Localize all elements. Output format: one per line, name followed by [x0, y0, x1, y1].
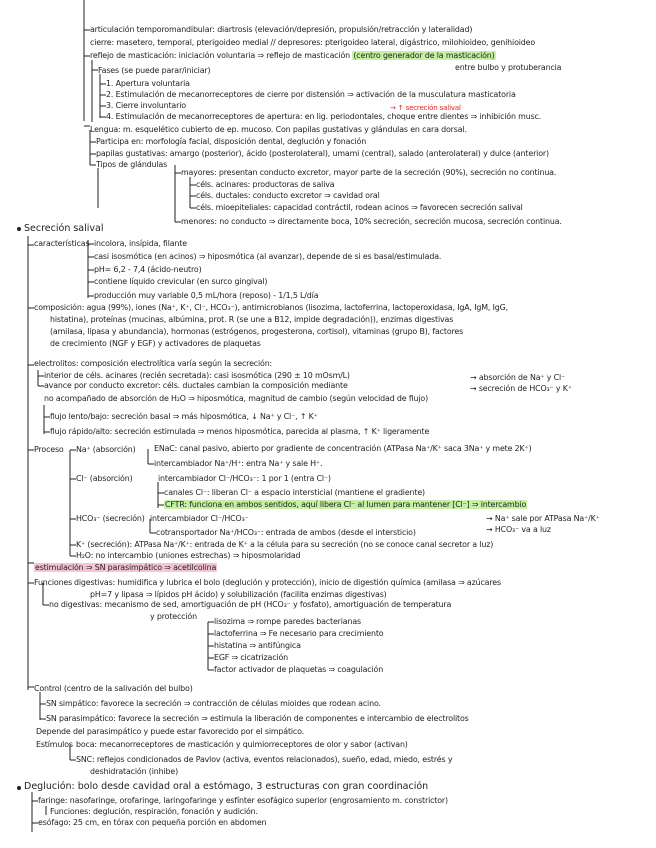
note-line: factor activador de plaquetas ⇒ coagulación	[214, 665, 384, 674]
section-title: Secreción salival	[24, 223, 104, 234]
note-line: SN simpático: favorece la secreción ⇒ contracción de células mioides que rodean acino.	[46, 699, 381, 708]
note-line: céls. ductales: conducto excretor ⇒ cavidad oral	[196, 191, 380, 200]
note-line: Cl⁻ (absorción)	[76, 474, 133, 483]
note-line: SNC: reflejos condicionados de Pavlov (activa, eventos relacionados), sueño, edad, miedo, estrés y	[76, 755, 453, 764]
note-line: contiene líquido crevicular (en surco gingival)	[94, 277, 268, 286]
note-line: 1. Apertura voluntaria	[106, 79, 190, 88]
note-line: cierre: masetero, temporal, pterigoideo medial // depresores: pterigoideo lateral, digástrico, milohioideo, genihioideo	[90, 38, 536, 47]
masticacion-reflex: reflejo de masticación: iniciación voluntaria ⇒ reflejo de masticación	[90, 51, 351, 60]
estimulacion-highlight: estimulación ⇒ SN parasimpático ⇒ acetilcolina	[35, 563, 217, 572]
note-line: Participa en: morfología facial, disposición dental, deglución y fonación	[96, 137, 367, 146]
note-line: entre bulbo y protuberancia	[455, 63, 562, 72]
note-line: céls. mioepiteliales: capacidad contráctil, rodean acinos ⇒ favorecen secreción salival	[196, 203, 523, 212]
note-line: incolora, insípida, filante	[94, 239, 187, 248]
note-line: Proceso	[34, 445, 64, 454]
note-line: pH= 6,2 - 7,4 (ácido-neutro)	[94, 265, 202, 274]
note-line: 4. Estimulación de mecanorreceptores de apertura: en lig. periodontales, choque entre dientes ⇒ inhibición musc.	[106, 112, 542, 121]
note-line: → Na⁺ sale por ATPasa Na⁺/K⁺	[486, 514, 600, 523]
note-line: casi isosmótica (en acinos) ⇒ hiposmótica (al avanzar), depende de si es basal/estimulada.	[94, 252, 442, 261]
note-line: histatina), proteínas (mucinas, albúmina, prot. R (se une a B12, impide degradación)), enzimas digestivas	[50, 315, 454, 324]
note-line: pH=7 y lipasa ⇒ lípidos pH ácido) y solubilización (facilita enzimas digestivas)	[90, 590, 387, 599]
note-line: EGF ⇒ cicatrización	[214, 653, 288, 662]
note-line: composición: agua (99%), iones (Na⁺, K⁺, Cl⁻, HCO₃⁻), antimicrobianos (lisozima, lactoferrina, lactoperoxidasa, IgA, IgM, IgG,	[34, 303, 508, 312]
note-line: intercambiador Cl⁻/HCO₃⁻: 1 por 1 (entra Cl⁻)	[158, 474, 331, 483]
bullet-dot	[17, 786, 21, 790]
note-line	[90, 51, 496, 61]
note-line: Fases (se puede parar/iniciar)	[98, 66, 211, 75]
note-line: → absorción de Na⁺ y Cl⁻	[470, 373, 566, 382]
note-line: K⁺ (secreción): ATPasa Na⁺/K⁺: entrada de K⁺ a la célula para su secreción (no se conoce canal secretor a luz)	[76, 540, 494, 549]
note-line: céls. acinares: productoras de saliva	[196, 180, 335, 189]
note-line: ENaC: canal pasivo, abierto por gradiente de concentración (ATPasa Na⁺/K⁺ saca 3Na⁺ y mete 2K⁺)	[154, 444, 532, 453]
note-line: cotransportador Na⁺/HCO₃⁻: entrada de ambos (desde el intersticio)	[156, 528, 416, 537]
note-line: flujo rápido/alto: secreción estimulada ⇒ menos hiposmótica, parecida al plasma, ↑ K⁺ ligeramente	[50, 427, 430, 436]
note-line: interior de céls. acinares (recién secretada): casi isosmótica (290 ± 10 mOsm/L)	[44, 371, 350, 380]
note-line: articulación temporomandibular: diartrosis (elevación/depresión, propulsión/retracción y lateralidad)	[90, 25, 473, 34]
cftr-highlight: CFTR: funciona en ambos sentidos, aquí libera Cl⁻ al lumen para mantener [Cl⁻] ⇒ intercambio	[165, 500, 527, 509]
note-line: 2. Estimulación de mecanorreceptores de cierre por distensión ⇒ activación de la musculatura masticatoria	[106, 90, 516, 99]
note-line: SN parasimpático: favorece la secreción ⇒ estimula la liberación de componentes e intercambio de electrolitos	[46, 714, 469, 723]
note-line: boca: mecanorreceptores de masticación y quimiorreceptores de olor y sabor (activan)	[76, 740, 408, 749]
note-line: → HCO₃⁻ va a luz	[486, 525, 551, 534]
note-line: electrolitos: composición electrolítica varía según la secreción:	[34, 359, 273, 368]
note-line: intercambiador Na⁺/H⁺: entra Na⁺ y sale H⁺.	[154, 459, 323, 468]
note-line: deshidratación (inhibe)	[90, 767, 179, 776]
note-line: producción muy variable 0,5 mL/hora (reposo) - 1/1,5 L/día	[94, 291, 319, 300]
note-line: Na⁺ (absorción)	[76, 445, 136, 454]
note-line: faringe: nasofaringe, orofaringe, laringofaringe y esfínter esofágico superior (engrosamiento m. constrictor)	[38, 796, 448, 805]
note-line: no acompañado de absorción de H₂O ⇒ hiposmótica, magnitud de cambio (según velocidad de flujo)	[44, 394, 429, 403]
highlight: (centro generador de la masticación)	[353, 51, 495, 60]
note-line: Depende del parasimpático y puede estar favorecido por el simpático.	[36, 727, 305, 736]
note-line: Tipos de glándulas	[96, 160, 168, 169]
note-line: (amilasa, lipasa y abundancia), hormonas (estrógenos, progesterona, cortisol), vitaminas (grupo B), factores	[50, 327, 464, 336]
note-line: → secreción de HCO₃⁻ y K⁺	[470, 384, 572, 393]
note-line: de crecimiento (NGF y EGF) y activadores de plaquetas	[50, 339, 261, 348]
bullet-dot	[17, 227, 21, 231]
note-line: Estímulos	[36, 740, 73, 749]
note-line: H₂O: no intercambio (uniones estrechas) ⇒ hiposmolaridad	[76, 551, 301, 560]
note-line	[164, 500, 527, 510]
note-line: canales Cl⁻: liberan Cl⁻ a espacio intersticial (mantiene el gradiente)	[164, 488, 425, 497]
note-line: papilas gustativas: amargo (posterior), ácido (posterolateral), umami (central), salado (anterolateral) y dulce (anterior)	[96, 149, 549, 158]
note-line: lisozima ⇒ rompe paredes bacterianas	[214, 617, 361, 626]
note-line: intercambiador Cl⁻/HCO₃⁻	[150, 514, 249, 523]
note-line: HCO₃⁻ (secreción)	[76, 514, 145, 523]
note-line: no digestivas: mecanismo de sed, amortiguación de pH (HCO₃⁻ y fosfato), amortiguación de temperatura	[49, 600, 452, 609]
note-line: flujo lento/bajo: secreción basal ⇒ más hiposmótica, ↓ Na⁺ y Cl⁻, ↑ K⁺	[50, 412, 318, 421]
note-line: histatina ⇒ antifúngica	[214, 641, 301, 650]
note-line	[34, 563, 217, 573]
note-line: 3. Cierre involuntario	[106, 101, 186, 110]
note-line: características	[34, 239, 90, 248]
note-line: avance por conducto excretor: céls. ductales cambian la composición mediante	[44, 381, 348, 390]
note-line: esófago: 25 cm, en tórax con pequeña porción en abdomen	[38, 818, 267, 827]
note-line: Lengua: m. esquelético cubierto de ep. mucoso. Con papilas gustativas y glándulas en cara dorsal.	[90, 125, 467, 134]
note-line: Funciones: deglución, respiración, fonación y audición.	[50, 807, 258, 816]
section-title: Deglución: bolo desde cavidad oral a estómago, 3 estructuras con gran coordinación	[24, 781, 429, 792]
note-line: lactoferrina ⇒ Fe necesario para crecimiento	[214, 629, 384, 638]
note-line: Funciones	[34, 578, 73, 587]
note-line: y protección	[150, 612, 197, 621]
red-annotation: → ↑ secreción salival	[390, 104, 461, 112]
note-line: mayores: presentan conducto excretor, mayor parte de la secreción (90%), secreción no continua.	[181, 168, 557, 177]
note-line: Control (centro de la salivación del bulbo)	[34, 684, 193, 693]
note-line: menores: no conducto ⇒ directamente boca, 10% secreción, secreción mucosa, secreción continua.	[181, 217, 562, 226]
note-line: digestivas: humidifica y lubrica el bolo (deglución y protección), inicio de digestión química (amilasa ⇒ azúcares	[74, 578, 501, 587]
